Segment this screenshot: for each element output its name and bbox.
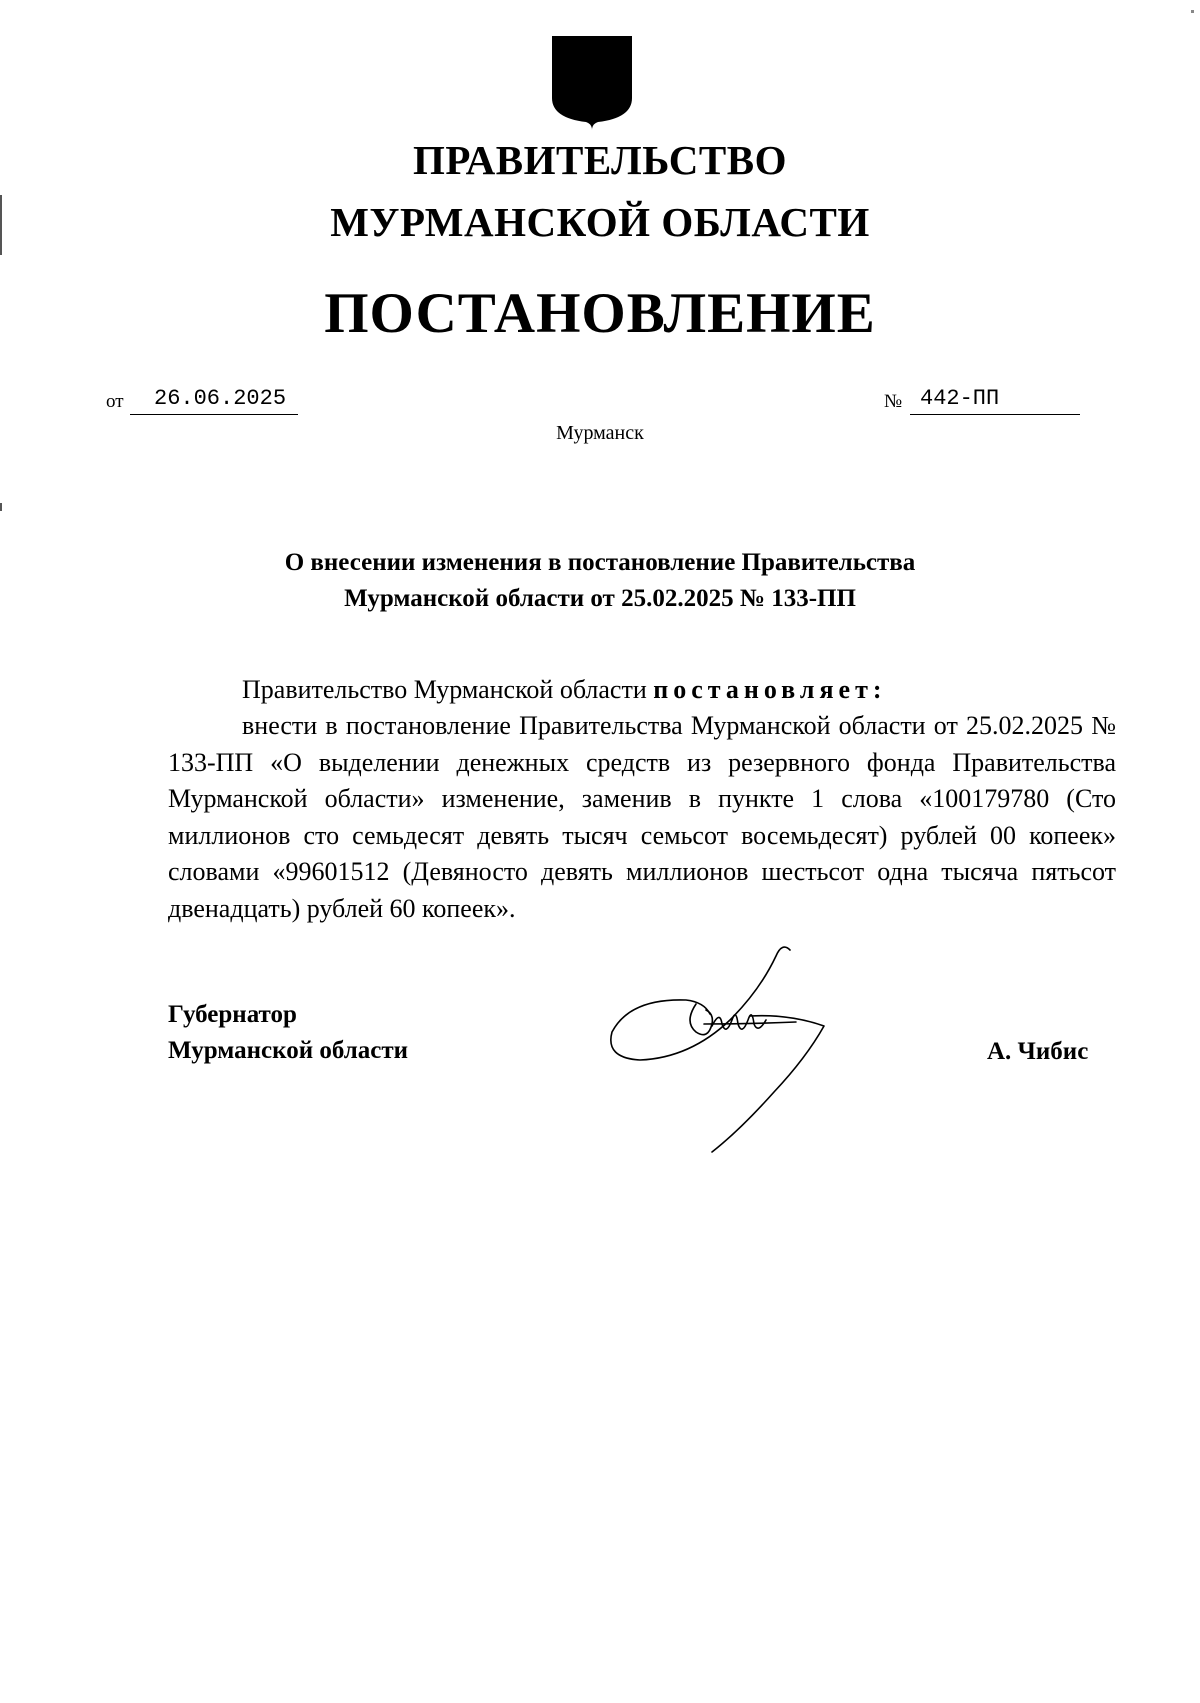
scan-edge-mark (0, 195, 2, 255)
number-label: № (884, 391, 903, 412)
body-paragraph: внести в постановление Правительства Мурманской области от 25.02.2025 № 133-ПП «О выделении денежных средств из резервного фонда Правительства Мурманской области» изменение, заменив в пункте 1 слова «100179780 (Сто миллионов сто семьдесят девять тысяч семьсот восемьдесят) рублей 00 копеек» словами «99601512 (Девяносто девять миллионов шестьсот одна тысяча пятьсот двенадцать) рублей 60 копеек». (168, 711, 1116, 923)
preamble (242, 672, 887, 708)
subject-line1: О внесении изменения в постановление Правительства (284, 549, 916, 576)
preamble-text: Правительство Мурманской области (242, 675, 654, 704)
handwritten-signature (600, 940, 860, 1160)
authority-name-line1: ПРАВИТЕЛЬСТВО (412, 137, 788, 183)
coat-of-arms-emblem (552, 36, 632, 130)
document-number: 442-ПП (920, 386, 1000, 411)
date-underline (130, 414, 298, 415)
document-type: ПОСТАНОВЛЕНИЕ (324, 282, 876, 345)
authority-name-line2: МУРМАНСКОЙ ОБЛАСТИ (330, 199, 870, 245)
signer-position-line1: Губернатор (168, 1001, 297, 1028)
signer-position-line2: Мурманской области (168, 1037, 409, 1064)
document-date: 26.06.2025 (154, 386, 287, 411)
signer-name: А. Чибис (987, 1038, 1089, 1065)
date-label: от (106, 391, 124, 412)
scan-dot (1191, 10, 1194, 13)
city: Мурманск (556, 422, 644, 444)
number-underline (910, 414, 1080, 415)
decree-verb: постановляет: (653, 675, 887, 704)
subject-line2: Мурманской области от 25.02.2025 № 133-ПП (344, 585, 856, 612)
scan-edge-mark (0, 503, 2, 511)
